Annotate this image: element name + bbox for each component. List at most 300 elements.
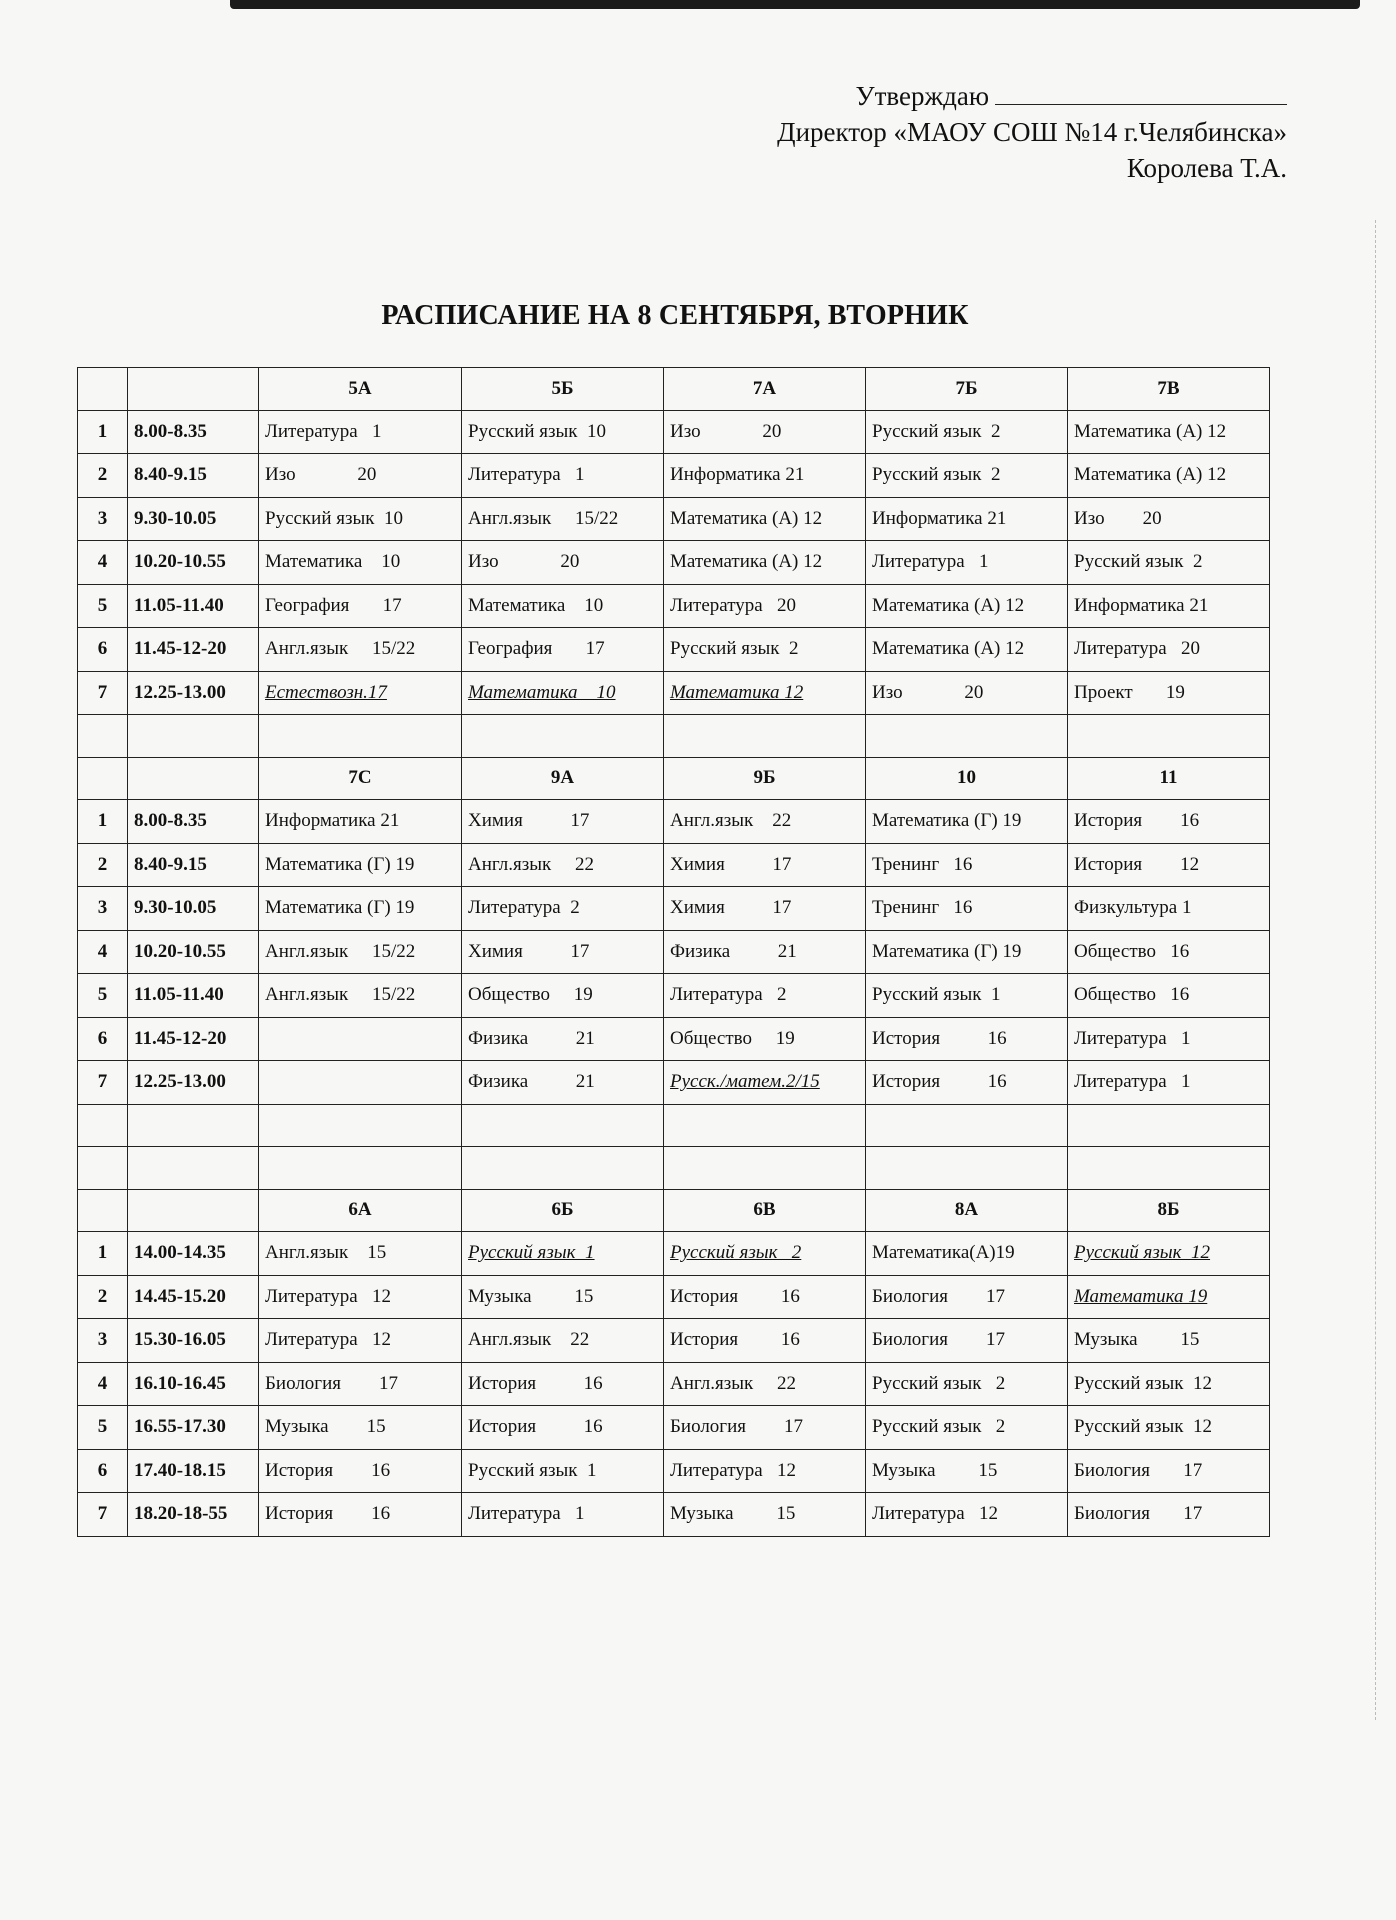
class-header: 5Б <box>462 368 664 411</box>
lesson-time: 16.55-17.30 <box>128 1406 259 1450</box>
lesson-cell <box>664 410 866 454</box>
lesson-row <box>78 1406 1270 1450</box>
subject-room: Англ.язык 22 <box>468 853 594 875</box>
subject-room: Русский язык 1 <box>468 1459 597 1481</box>
subject-room: Русский язык 2 <box>670 1242 802 1264</box>
lesson-cell <box>866 628 1068 672</box>
lesson-cell <box>462 410 664 454</box>
subject-room: Математика 10 <box>468 681 616 703</box>
lesson-cell <box>1068 671 1270 715</box>
subject-room: Русский язык 2 <box>872 464 1001 486</box>
lesson-time: 9.30-10.05 <box>128 497 259 541</box>
lesson-cell <box>866 800 1068 844</box>
lesson-number: 2 <box>78 454 128 498</box>
lesson-time: 11.05-11.40 <box>128 584 259 628</box>
subject-room: Изо 20 <box>1074 507 1162 529</box>
director-name: Королева Т.А. <box>1126 153 1287 183</box>
lesson-cell <box>462 1061 664 1105</box>
lesson-cell <box>664 541 866 585</box>
lesson-number: 5 <box>78 1406 128 1450</box>
spacer-row <box>78 1104 1270 1147</box>
empty-cell <box>128 757 259 800</box>
class-header-row <box>78 368 1270 411</box>
lesson-cell <box>259 541 462 585</box>
subject-room: Математика 12 <box>670 681 804 703</box>
lesson-cell <box>1068 1362 1270 1406</box>
lesson-cell <box>259 1232 462 1276</box>
signature-line <box>995 80 1287 105</box>
lesson-cell <box>259 497 462 541</box>
subject-room: Математика (А) 12 <box>1074 420 1227 442</box>
lesson-cell <box>664 1449 866 1493</box>
empty-cell <box>128 1189 259 1232</box>
subject-room: Англ.язык 22 <box>670 810 792 832</box>
subject-room: Математика 10 <box>265 551 401 573</box>
lesson-cell <box>1068 584 1270 628</box>
subject-room: Математика 10 <box>468 594 604 616</box>
lesson-cell <box>664 454 866 498</box>
lesson-cell <box>259 410 462 454</box>
subject-room: Математика (Г) 19 <box>265 853 415 875</box>
subject-room: Англ.язык 15/22 <box>468 507 619 529</box>
subject-room: История 16 <box>670 1285 800 1307</box>
subject-room: Биология 17 <box>872 1285 1006 1307</box>
lesson-time: 8.40-9.15 <box>128 454 259 498</box>
class-header-row <box>78 757 1270 800</box>
subject-room: Тренинг 16 <box>872 897 973 919</box>
subject-room: Изо 20 <box>872 681 984 703</box>
class-header: 7Б <box>866 368 1068 411</box>
lesson-cell <box>866 974 1068 1018</box>
subject-room: Общество 19 <box>468 984 593 1006</box>
lesson-cell <box>866 584 1068 628</box>
subject-room: Общество 16 <box>1074 984 1190 1006</box>
lesson-row <box>78 843 1270 887</box>
lesson-number: 4 <box>78 1362 128 1406</box>
empty-cell <box>664 1147 866 1190</box>
subject-room: История 16 <box>468 1372 603 1394</box>
lesson-time: 12.25-13.00 <box>128 671 259 715</box>
lesson-cell <box>1068 1017 1270 1061</box>
subject-room: Математика (А) 12 <box>872 594 1025 616</box>
lesson-cell <box>1068 1275 1270 1319</box>
lesson-cell <box>1068 541 1270 585</box>
class-header: 9А <box>462 757 664 800</box>
lesson-row <box>78 887 1270 931</box>
subject-room: Математика (А) 12 <box>1074 464 1227 486</box>
subject-room: Биология 17 <box>872 1329 1006 1351</box>
empty-cell <box>1068 1104 1270 1147</box>
subject-room: Математика (Г) 19 <box>872 810 1022 832</box>
lesson-cell <box>259 974 462 1018</box>
lesson-cell <box>664 1017 866 1061</box>
empty-cell <box>664 715 866 758</box>
lesson-number: 2 <box>78 843 128 887</box>
lesson-cell <box>462 800 664 844</box>
lesson-row <box>78 454 1270 498</box>
subject-room: Информатика 21 <box>670 464 805 486</box>
lesson-cell <box>866 1319 1068 1363</box>
subject-room: Физика 21 <box>468 1027 595 1049</box>
lesson-row <box>78 974 1270 1018</box>
subject-room: Литература 2 <box>670 984 787 1006</box>
lesson-cell <box>259 1319 462 1363</box>
scan-top-edge <box>230 0 1360 9</box>
subject-room: История 16 <box>872 1027 1007 1049</box>
lesson-number: 1 <box>78 1232 128 1276</box>
lesson-cell <box>866 843 1068 887</box>
empty-cell <box>78 757 128 800</box>
lesson-cell <box>259 1406 462 1450</box>
approval-line <box>777 78 1287 114</box>
lesson-cell <box>462 974 664 1018</box>
lesson-cell <box>462 843 664 887</box>
subject-room: Литература 2 <box>468 897 580 919</box>
empty-cell <box>128 1104 259 1147</box>
class-header: 6А <box>259 1189 462 1232</box>
lesson-time: 8.00-8.35 <box>128 800 259 844</box>
lesson-cell <box>462 1232 664 1276</box>
lesson-cell <box>664 1061 866 1105</box>
lesson-cell <box>866 930 1068 974</box>
class-header: 6Б <box>462 1189 664 1232</box>
subject-room: География 17 <box>265 594 402 616</box>
lesson-cell <box>1068 628 1270 672</box>
lesson-cell <box>664 628 866 672</box>
empty-cell <box>259 1147 462 1190</box>
subject-room: Физика 21 <box>670 940 797 962</box>
empty-cell <box>462 1147 664 1190</box>
lesson-cell <box>866 497 1068 541</box>
subject-room: История 16 <box>670 1329 800 1351</box>
empty-cell <box>128 368 259 411</box>
empty-cell <box>462 1104 664 1147</box>
empty-cell <box>866 1104 1068 1147</box>
subject-room: Литература 20 <box>670 594 796 616</box>
lesson-cell <box>1068 497 1270 541</box>
lesson-time: 18.20-18-55 <box>128 1493 259 1537</box>
lesson-row <box>78 1319 1270 1363</box>
subject-room: Информатика 21 <box>1074 594 1209 616</box>
lesson-cell <box>259 1449 462 1493</box>
subject-room: История 16 <box>265 1459 391 1481</box>
lesson-cell <box>664 1232 866 1276</box>
subject-room: Биология 17 <box>670 1416 804 1438</box>
lesson-cell <box>664 1406 866 1450</box>
lesson-cell <box>664 1275 866 1319</box>
lesson-time: 8.40-9.15 <box>128 843 259 887</box>
lesson-cell <box>1068 1493 1270 1537</box>
lesson-cell <box>1068 1061 1270 1105</box>
class-header: 5А <box>259 368 462 411</box>
subject-room: Литература 1 <box>265 420 382 442</box>
lesson-cell <box>664 1362 866 1406</box>
subject-room: Литература 12 <box>670 1459 796 1481</box>
subject-room: Англ.язык 15/22 <box>265 638 416 660</box>
lesson-time: 12.25-13.00 <box>128 1061 259 1105</box>
lesson-time: 16.10-16.45 <box>128 1362 259 1406</box>
subject-room: Изо 20 <box>468 551 580 573</box>
lesson-cell <box>462 887 664 931</box>
page-title: РАСПИСАНИЕ НА 8 СЕНТЯБРЯ, ВТОРНИК <box>381 300 969 331</box>
lesson-cell <box>664 887 866 931</box>
lesson-cell <box>462 1493 664 1537</box>
subject-room: Естествозн.17 <box>265 681 387 703</box>
approval-label: Утверждаю <box>855 81 989 111</box>
subject-room: Русский язык 1 <box>872 984 1001 1006</box>
lesson-cell <box>866 1017 1068 1061</box>
subject-room: Русский язык 12 <box>1074 1242 1211 1264</box>
subject-room: Изо 20 <box>670 420 782 442</box>
lesson-row <box>78 1449 1270 1493</box>
lesson-cell <box>259 1061 462 1105</box>
subject-room: Изо 20 <box>265 464 377 486</box>
lesson-cell <box>462 541 664 585</box>
subject-room: Англ.язык 15/22 <box>265 940 416 962</box>
lesson-cell <box>462 1319 664 1363</box>
lesson-cell <box>462 1275 664 1319</box>
lesson-cell <box>462 1017 664 1061</box>
lesson-cell <box>462 1449 664 1493</box>
lesson-row <box>78 930 1270 974</box>
lesson-row <box>78 497 1270 541</box>
empty-cell <box>78 715 128 758</box>
lesson-cell <box>462 454 664 498</box>
subject-room: Тренинг 16 <box>872 853 973 875</box>
spacer-row <box>78 1147 1270 1190</box>
lesson-cell <box>1068 974 1270 1018</box>
director-title: Директор «МАОУ СОШ №14 г.Челябинска» <box>777 117 1287 147</box>
subject-room: История 16 <box>468 1416 603 1438</box>
lesson-cell <box>866 1493 1068 1537</box>
lesson-number: 1 <box>78 800 128 844</box>
schedule-table <box>77 367 1270 1537</box>
lesson-time: 11.05-11.40 <box>128 974 259 1018</box>
class-header: 7В <box>1068 368 1270 411</box>
lesson-number: 3 <box>78 1319 128 1363</box>
subject-room: История 16 <box>872 1071 1007 1093</box>
lesson-cell <box>866 410 1068 454</box>
subject-room: Информатика 21 <box>265 810 400 832</box>
subject-room: Музыка 15 <box>468 1285 594 1307</box>
lesson-time: 11.45-12-20 <box>128 1017 259 1061</box>
empty-cell <box>664 1104 866 1147</box>
subject-room: Математика (А) 12 <box>670 551 823 573</box>
lesson-cell <box>462 1362 664 1406</box>
lesson-row <box>78 541 1270 585</box>
lesson-cell <box>866 1232 1068 1276</box>
lesson-number: 3 <box>78 497 128 541</box>
lesson-number: 7 <box>78 1493 128 1537</box>
empty-cell <box>128 715 259 758</box>
subject-room: Литература 1 <box>468 464 585 486</box>
class-header: 9Б <box>664 757 866 800</box>
subject-room: Литература 1 <box>872 551 989 573</box>
class-header: 7А <box>664 368 866 411</box>
subject-room: Литература 1 <box>1074 1027 1191 1049</box>
lesson-cell <box>664 584 866 628</box>
lesson-cell <box>462 584 664 628</box>
empty-cell <box>78 368 128 411</box>
empty-cell <box>1068 715 1270 758</box>
lesson-cell <box>1068 410 1270 454</box>
lesson-row <box>78 1493 1270 1537</box>
subject-room: Литература 12 <box>265 1285 391 1307</box>
lesson-cell <box>664 497 866 541</box>
lesson-number: 2 <box>78 1275 128 1319</box>
lesson-time: 9.30-10.05 <box>128 887 259 931</box>
subject-room: Русский язык 10 <box>265 507 403 529</box>
lesson-cell <box>866 1275 1068 1319</box>
approval-block <box>777 78 1287 186</box>
class-header-row <box>78 1189 1270 1232</box>
subject-room: Музыка 15 <box>1074 1329 1200 1351</box>
lesson-cell <box>664 930 866 974</box>
empty-cell <box>259 715 462 758</box>
subject-room: Англ.язык 22 <box>468 1329 590 1351</box>
lesson-cell <box>1068 454 1270 498</box>
lesson-cell <box>664 843 866 887</box>
subject-room: Химия 17 <box>468 940 590 962</box>
subject-room: История 12 <box>1074 853 1200 875</box>
lesson-cell <box>664 1493 866 1537</box>
subject-room: Математика (Г) 19 <box>872 940 1022 962</box>
lesson-number: 3 <box>78 887 128 931</box>
subject-room: Математика (А) 12 <box>872 638 1025 660</box>
subject-room: Биология 17 <box>265 1372 399 1394</box>
lesson-cell <box>664 974 866 1018</box>
subject-room: Русский язык 12 <box>1074 1372 1212 1394</box>
lesson-cell <box>259 800 462 844</box>
subject-room: Литература 12 <box>872 1503 998 1525</box>
lesson-cell <box>866 671 1068 715</box>
lesson-row <box>78 1275 1270 1319</box>
lesson-cell <box>664 671 866 715</box>
lesson-number: 1 <box>78 410 128 454</box>
lesson-row <box>78 671 1270 715</box>
lesson-cell <box>866 1362 1068 1406</box>
subject-room: Музыка 15 <box>265 1416 386 1438</box>
lesson-cell <box>259 1275 462 1319</box>
subject-room: Биология 17 <box>1074 1459 1203 1481</box>
subject-room: Русский язык 12 <box>1074 1416 1212 1438</box>
lesson-cell <box>259 671 462 715</box>
lesson-cell <box>259 887 462 931</box>
subject-room: Литература 20 <box>1074 638 1200 660</box>
lesson-number: 6 <box>78 1449 128 1493</box>
lesson-number: 5 <box>78 974 128 1018</box>
lesson-number: 6 <box>78 1017 128 1061</box>
lesson-cell <box>462 671 664 715</box>
lesson-cell <box>259 1493 462 1537</box>
subject-room: Англ.язык 22 <box>670 1372 796 1394</box>
lesson-time: 8.00-8.35 <box>128 410 259 454</box>
lesson-row <box>78 628 1270 672</box>
empty-cell <box>78 1104 128 1147</box>
lesson-cell <box>1068 930 1270 974</box>
lesson-cell <box>866 454 1068 498</box>
subject-room: Русский язык 10 <box>468 420 606 442</box>
lesson-cell <box>462 930 664 974</box>
lesson-row <box>78 410 1270 454</box>
lesson-time: 15.30-16.05 <box>128 1319 259 1363</box>
subject-room: Общество 19 <box>670 1027 795 1049</box>
empty-cell <box>1068 1147 1270 1190</box>
lesson-cell <box>259 628 462 672</box>
empty-cell <box>462 715 664 758</box>
subject-room: История 16 <box>265 1503 391 1525</box>
lesson-cell <box>259 930 462 974</box>
lesson-cell <box>1068 1406 1270 1450</box>
lesson-cell <box>1068 1232 1270 1276</box>
empty-cell <box>128 1147 259 1190</box>
class-header: 6В <box>664 1189 866 1232</box>
class-header: 8А <box>866 1189 1068 1232</box>
lesson-row <box>78 1362 1270 1406</box>
subject-room: Литература 1 <box>468 1503 585 1525</box>
class-header: 7С <box>259 757 462 800</box>
subject-room: Музыка 15 <box>670 1503 796 1525</box>
lesson-time: 14.45-15.20 <box>128 1275 259 1319</box>
class-header: 10 <box>866 757 1068 800</box>
lesson-time: 14.00-14.35 <box>128 1232 259 1276</box>
lesson-number: 7 <box>78 671 128 715</box>
subject-room: Русский язык 2 <box>872 1372 1006 1394</box>
lesson-cell <box>866 887 1068 931</box>
lesson-time: 10.20-10.55 <box>128 930 259 974</box>
lesson-cell <box>259 1017 462 1061</box>
lesson-cell <box>866 541 1068 585</box>
lesson-row <box>78 800 1270 844</box>
lesson-row <box>78 1017 1270 1061</box>
subject-room: Математика(А)19 <box>872 1242 1015 1264</box>
lesson-time: 17.40-18.15 <box>128 1449 259 1493</box>
lesson-cell <box>1068 1449 1270 1493</box>
lesson-number: 7 <box>78 1061 128 1105</box>
empty-cell <box>866 1147 1068 1190</box>
lesson-cell <box>1068 1319 1270 1363</box>
subject-room: Физика 21 <box>468 1071 595 1093</box>
lesson-number: 4 <box>78 930 128 974</box>
subject-room: Математика (А) 12 <box>670 507 823 529</box>
lesson-cell <box>259 1362 462 1406</box>
subject-room: Математика (Г) 19 <box>265 897 415 919</box>
subject-room: География 17 <box>468 638 605 660</box>
lesson-cell <box>1068 843 1270 887</box>
subject-room: Информатика 21 <box>872 507 1007 529</box>
lesson-number: 4 <box>78 541 128 585</box>
lesson-cell <box>462 497 664 541</box>
lesson-cell <box>664 800 866 844</box>
empty-cell <box>78 1147 128 1190</box>
lesson-cell <box>259 454 462 498</box>
lesson-number: 5 <box>78 584 128 628</box>
subject-room: Химия 17 <box>670 897 792 919</box>
subject-room: Биология 17 <box>1074 1503 1203 1525</box>
subject-room: Русский язык 2 <box>1074 551 1203 573</box>
subject-room: Общество 16 <box>1074 940 1190 962</box>
spacer-row <box>78 715 1270 758</box>
lesson-cell <box>866 1061 1068 1105</box>
subject-room: Англ.язык 15/22 <box>265 984 416 1006</box>
subject-room: Литература 12 <box>265 1329 391 1351</box>
subject-room: Химия 17 <box>670 853 792 875</box>
lesson-time: 11.45-12-20 <box>128 628 259 672</box>
lesson-row <box>78 584 1270 628</box>
subject-room: Музыка 15 <box>872 1459 998 1481</box>
lesson-cell <box>259 843 462 887</box>
class-header: 8Б <box>1068 1189 1270 1232</box>
